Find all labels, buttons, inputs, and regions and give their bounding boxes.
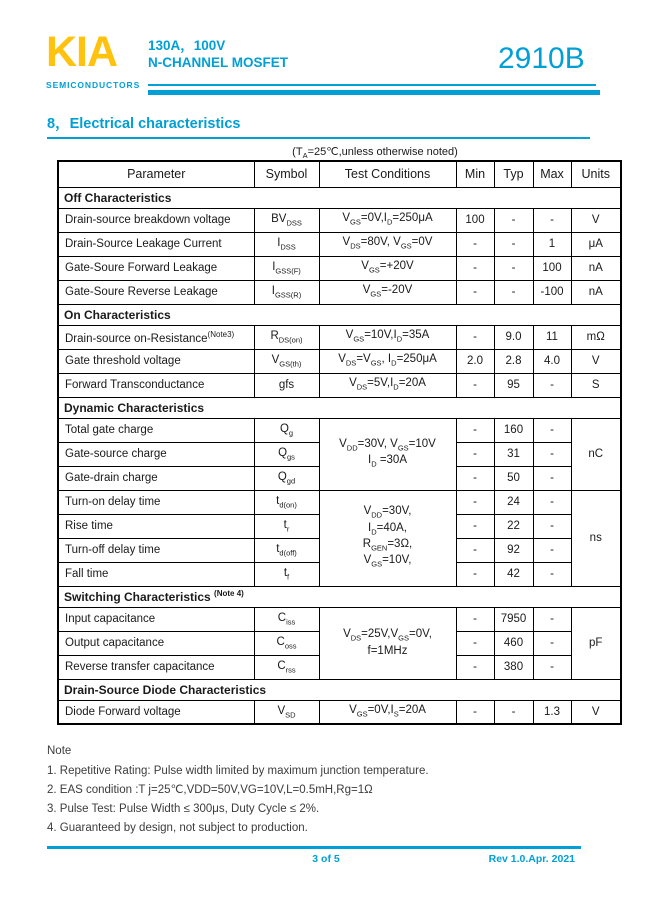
parameter-cell: Gate-Soure Forward Leakage — [58, 256, 254, 280]
section-row — [58, 304, 621, 325]
min-cell: - — [456, 538, 494, 562]
min-cell: - — [456, 631, 494, 655]
symbol-cell: $C_{rss}$ — [254, 655, 319, 679]
table-row — [58, 418, 621, 442]
table-row — [58, 349, 621, 373]
max-cell: -100 — [533, 280, 571, 304]
units-cell: ns — [571, 490, 621, 586]
table-row — [58, 208, 621, 232]
typ-cell: - — [494, 208, 533, 232]
typ-cell: 22 — [494, 514, 533, 538]
page-number: 3 of 5 — [312, 853, 340, 865]
parameter-cell: Turn-on delay time — [58, 490, 254, 514]
revision: Rev 1.0.Apr. 2021 — [488, 853, 575, 865]
column-header-units: Units — [571, 161, 621, 187]
table-row — [58, 700, 621, 724]
min-cell: - — [456, 562, 494, 586]
note-item: 1. Repetitive Rating: Pulse width limited by maximum junction temperature. — [47, 765, 429, 777]
column-header-max: Max — [533, 161, 571, 187]
symbol-cell: $C_{iss}$ — [254, 607, 319, 631]
symbol-cell: $t_{d(off)}$ — [254, 538, 319, 562]
section-row — [58, 187, 621, 208]
parameter-cell: Turn-off delay time — [58, 538, 254, 562]
test-conditions-cell: $V_{GS}=10V,I_D=35A$ — [319, 325, 456, 349]
logo-subtitle: SEMICONDUCTORS — [46, 80, 141, 90]
max-cell: - — [533, 373, 571, 397]
units-cell: μA — [571, 232, 621, 256]
units-cell: nA — [571, 256, 621, 280]
symbol-cell: $I_{GSS(R)}$ — [254, 280, 319, 304]
electrical-characteristics-table — [57, 160, 622, 725]
min-cell: - — [456, 607, 494, 631]
min-cell: - — [456, 490, 494, 514]
kia-logo: KIA — [46, 28, 118, 76]
min-cell: - — [456, 325, 494, 349]
symbol-cell: $Q_{gd}$ — [254, 466, 319, 490]
note-item: 2. EAS condition :T j=25℃,VDD=50V,VG=10V,L=0.5mH,Rg=1Ω — [47, 784, 373, 796]
parameter-cell: Gate-source charge — [58, 442, 254, 466]
max-cell: 1 — [533, 232, 571, 256]
test-conditions-cell: $V_{DS}=V_{GS}$, $I_D=250\mu A$ — [319, 349, 456, 373]
symbol-cell: $R_{DS(on)}$ — [254, 325, 319, 349]
footer-rule — [47, 846, 581, 849]
typ-cell: 9.0 — [494, 325, 533, 349]
typ-cell: - — [494, 256, 533, 280]
section-row — [58, 679, 621, 700]
units-cell: S — [571, 373, 621, 397]
section-title: 8，Electrical characteristics — [47, 116, 241, 132]
table-row — [58, 490, 621, 514]
max-cell: - — [533, 418, 571, 442]
test-conditions-cell: $V_{DS}=80V$, $V_{GS}=0V$ — [319, 232, 456, 256]
typ-cell: 2.8 — [494, 349, 533, 373]
section-row — [58, 586, 621, 607]
typ-cell: 24 — [494, 490, 533, 514]
typ-cell: 31 — [494, 442, 533, 466]
column-header-min: Min — [456, 161, 494, 187]
parameter-cell: Input capacitance — [58, 607, 254, 631]
parameter-cell: Output capacitance — [58, 631, 254, 655]
symbol-cell: $Q_g$ — [254, 418, 319, 442]
symbol-cell: $C_{oss}$ — [254, 631, 319, 655]
max-cell: - — [533, 466, 571, 490]
symbol-cell: $I_{GSS(F)}$ — [254, 256, 319, 280]
test-conditions-cell: $V_{DS}=5V,I_D=20A$ — [319, 373, 456, 397]
symbol-cell: $t_r$ — [254, 514, 319, 538]
min-cell: - — [456, 514, 494, 538]
symbol-cell: $Q_{gs}$ — [254, 442, 319, 466]
parameter-cell: Gate-Soure Reverse Leakage — [58, 280, 254, 304]
symbol-cell: $t_f$ — [254, 562, 319, 586]
max-cell: - — [533, 208, 571, 232]
typ-cell: - — [494, 232, 533, 256]
min-cell: - — [456, 280, 494, 304]
device-rating: 130A，100V — [148, 38, 226, 53]
typ-cell: 460 — [494, 631, 533, 655]
section-label: On Characteristics — [58, 304, 621, 325]
typ-cell: 7950 — [494, 607, 533, 631]
symbol-cell: gfs — [254, 373, 319, 397]
parameter-cell: Drain-source on-Resistance$^{(Note3)}$ — [58, 325, 254, 349]
min-cell: - — [456, 232, 494, 256]
part-number: 2910B — [498, 42, 585, 75]
symbol-cell: $I_{DSS}$ — [254, 232, 319, 256]
notes-block — [47, 742, 607, 838]
min-cell: - — [456, 256, 494, 280]
symbol-cell: $BV_{DSS}$ — [254, 208, 319, 232]
section-label: Off Characteristics — [58, 187, 621, 208]
table-row — [58, 256, 621, 280]
max-cell: - — [533, 538, 571, 562]
units-cell: nC — [571, 418, 621, 490]
table-condition-note: ($T_A=25℃,unless$ otherwise noted) — [292, 146, 458, 161]
parameter-cell: Drain-source breakdown voltage — [58, 208, 254, 232]
section-row — [58, 397, 621, 418]
min-cell: - — [456, 700, 494, 724]
max-cell: - — [533, 655, 571, 679]
note-item: 4. Guaranteed by design, not subject to production. — [47, 822, 308, 834]
table-row — [58, 232, 621, 256]
typ-cell: - — [494, 700, 533, 724]
max-cell: 1.3 — [533, 700, 571, 724]
column-header-typ: Typ — [494, 161, 533, 187]
typ-cell: 92 — [494, 538, 533, 562]
typ-cell: - — [494, 280, 533, 304]
note-item: 3. Pulse Test: Pulse Width ≤ 300μs, Duty Cycle ≤ 2%. — [47, 803, 320, 815]
min-cell: - — [456, 655, 494, 679]
test-conditions-cell: $V_{DD}=30V$, $V_{GS}=10V$ $I_D =30A$ — [319, 418, 456, 490]
parameter-cell: Reverse transfer capacitance — [58, 655, 254, 679]
test-conditions-cell: $V_{GS}=-20V$ — [319, 280, 456, 304]
min-cell: 100 — [456, 208, 494, 232]
max-cell: 11 — [533, 325, 571, 349]
header-rule-thin — [148, 84, 596, 86]
symbol-cell: $t_{d(on)}$ — [254, 490, 319, 514]
min-cell: - — [456, 442, 494, 466]
parameter-cell: Forward Transconductance — [58, 373, 254, 397]
max-cell: - — [533, 514, 571, 538]
notes-list — [47, 762, 607, 838]
symbol-cell: $V_{SD}$ — [254, 700, 319, 724]
min-cell: - — [456, 418, 494, 442]
typ-cell: 95 — [494, 373, 533, 397]
test-conditions-cell: $V_{GS}=0V,I_S=20A$ — [319, 700, 456, 724]
test-conditions-cell: $V_{GS}=0V,I_D=250\mu A$ — [319, 208, 456, 232]
column-header-parameter: Parameter — [58, 161, 254, 187]
parameter-cell: Drain-Source Leakage Current — [58, 232, 254, 256]
units-cell: V — [571, 208, 621, 232]
table-body — [58, 187, 621, 724]
max-cell: - — [533, 442, 571, 466]
units-cell: V — [571, 349, 621, 373]
test-conditions-cell: $V_{DD}=30V$, $I_D=40A$, $R_{GEN}=3\Omega$, $V_{GS}=10V$, — [319, 490, 456, 586]
table-row — [58, 373, 621, 397]
symbol-cell: $V_{GS(th)}$ — [254, 349, 319, 373]
table-header-row — [58, 161, 621, 187]
column-header-symbol: Symbol — [254, 161, 319, 187]
units-cell: nA — [571, 280, 621, 304]
section-title-underline — [47, 112, 590, 139]
min-cell: - — [456, 466, 494, 490]
parameter-cell: Diode Forward voltage — [58, 700, 254, 724]
typ-cell: 50 — [494, 466, 533, 490]
device-type: N-CHANNEL MOSFET — [148, 55, 288, 70]
parameter-cell: Gate threshold voltage — [58, 349, 254, 373]
max-cell: - — [533, 562, 571, 586]
section-label: Switching Characteristics $^{(Note 4)}$ — [58, 586, 621, 607]
min-cell: - — [456, 373, 494, 397]
section-label: Dynamic Characteristics — [58, 397, 621, 418]
typ-cell: 380 — [494, 655, 533, 679]
typ-cell: 42 — [494, 562, 533, 586]
min-cell: 2.0 — [456, 349, 494, 373]
column-header-test-conditions: Test Conditions — [319, 161, 456, 187]
notes-title: Note — [47, 745, 72, 757]
max-cell: - — [533, 631, 571, 655]
typ-cell: 160 — [494, 418, 533, 442]
max-cell: 100 — [533, 256, 571, 280]
parameter-cell: Gate-drain charge — [58, 466, 254, 490]
test-conditions-cell: $V_{DS}=25V,V_{GS}=0V$, f=1MHz — [319, 607, 456, 679]
parameter-cell: Fall time — [58, 562, 254, 586]
section-label: Drain-Source Diode Characteristics — [58, 679, 621, 700]
test-conditions-cell: $V_{GS}=+20V$ — [319, 256, 456, 280]
table-row — [58, 280, 621, 304]
max-cell: - — [533, 490, 571, 514]
parameter-cell: Rise time — [58, 514, 254, 538]
parameter-cell: Total gate charge — [58, 418, 254, 442]
table-row — [58, 607, 621, 631]
device-summary — [148, 37, 288, 71]
table-row — [58, 325, 621, 349]
max-cell: - — [533, 607, 571, 631]
units-cell: pF — [571, 607, 621, 679]
header-rule-thick — [148, 90, 600, 95]
units-cell: mΩ — [571, 325, 621, 349]
max-cell: 4.0 — [533, 349, 571, 373]
units-cell: V — [571, 700, 621, 724]
